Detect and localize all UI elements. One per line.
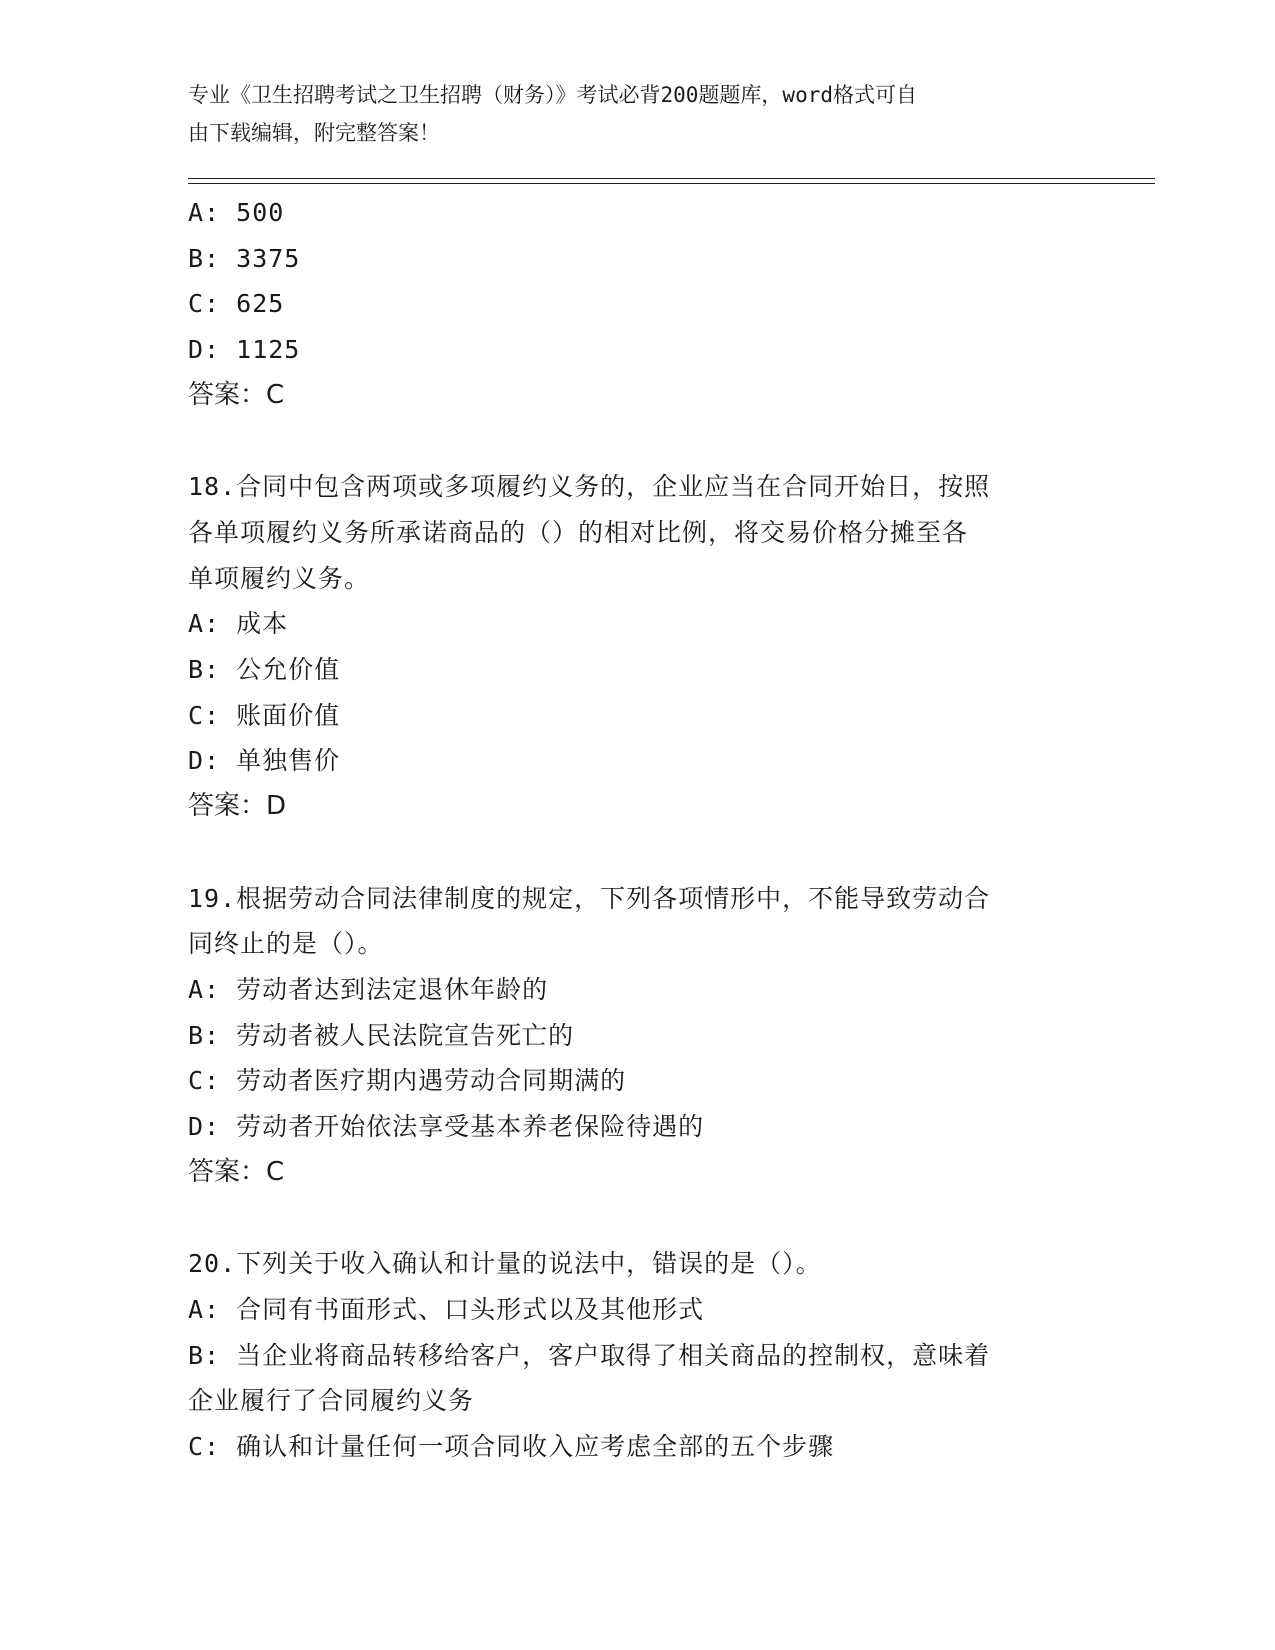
option-b-continued: 企业履行了合同履约义务 [188, 1386, 475, 1416]
spacer [188, 1195, 1088, 1241]
option-b: B: 公允价值 [188, 655, 341, 685]
option-c: C: 625 [188, 289, 285, 319]
option-d: D: 劳动者开始依法享受基本养老保险待遇的 [188, 1112, 705, 1142]
option-b: B: 劳动者被人民法院宣告死亡的 [188, 1020, 575, 1050]
question-list [188, 190, 1088, 1470]
option-c: C: 劳动者医疗期内遇劳动合同期满的 [188, 1066, 627, 1096]
header-line-1: 专业《卫生招聘考试之卫生招聘（财务）》考试必背200题题库，word格式可自 [188, 83, 917, 107]
option-c: C: 确认和计量任何一项合同收入应考虑全部的五个步骤 [188, 1431, 835, 1461]
answer-line: 答案：C [188, 1156, 285, 1187]
option-b: B: 当企业将商品转移给客户，客户取得了相关商品的控制权，意味着 [188, 1340, 991, 1370]
question-stem-line: 18.合同中包含两项或多项履约义务的，企业应当在合同开始日，按照 [188, 472, 991, 502]
question-block [188, 876, 1088, 1196]
question-stem-line: 单项履约义务。 [188, 563, 371, 593]
option-a: A: 500 [188, 198, 285, 227]
answer-line: 答案：D [188, 791, 287, 822]
question-stem-line: 同终止的是（）。 [188, 929, 384, 959]
question-block [188, 190, 1088, 419]
option-a: A: 成本 [188, 609, 289, 639]
answer-line: 答案：C [188, 379, 285, 410]
option-a: A: 合同有书面形式、口头形式以及其他形式 [188, 1294, 705, 1324]
question-stem-line: 各单项履约义务所承诺商品的（）的相对比例，将交易价格分摊至各 [188, 517, 969, 547]
question-block [188, 1241, 1088, 1470]
header-line-2: 由下载编辑，附完整答案！ [188, 121, 440, 145]
question-stem-line: 20.下列关于收入确认和计量的说法中，错误的是（）。 [188, 1249, 822, 1279]
option-d: D: 1125 [188, 335, 301, 365]
header-rule-top [188, 178, 1155, 179]
option-b: B: 3375 [188, 243, 301, 273]
question-block [188, 464, 1088, 830]
spacer [188, 830, 1088, 876]
spacer [188, 419, 1088, 465]
option-a: A: 劳动者达到法定退休年龄的 [188, 974, 549, 1004]
option-d: D: 单独售价 [188, 746, 341, 776]
option-c: C: 账面价值 [188, 700, 341, 730]
question-stem-line: 19.根据劳动合同法律制度的规定，下列各项情形中，不能导致劳动合 [188, 883, 991, 913]
header-rule-bottom [188, 183, 1155, 184]
document-header [188, 76, 1068, 152]
